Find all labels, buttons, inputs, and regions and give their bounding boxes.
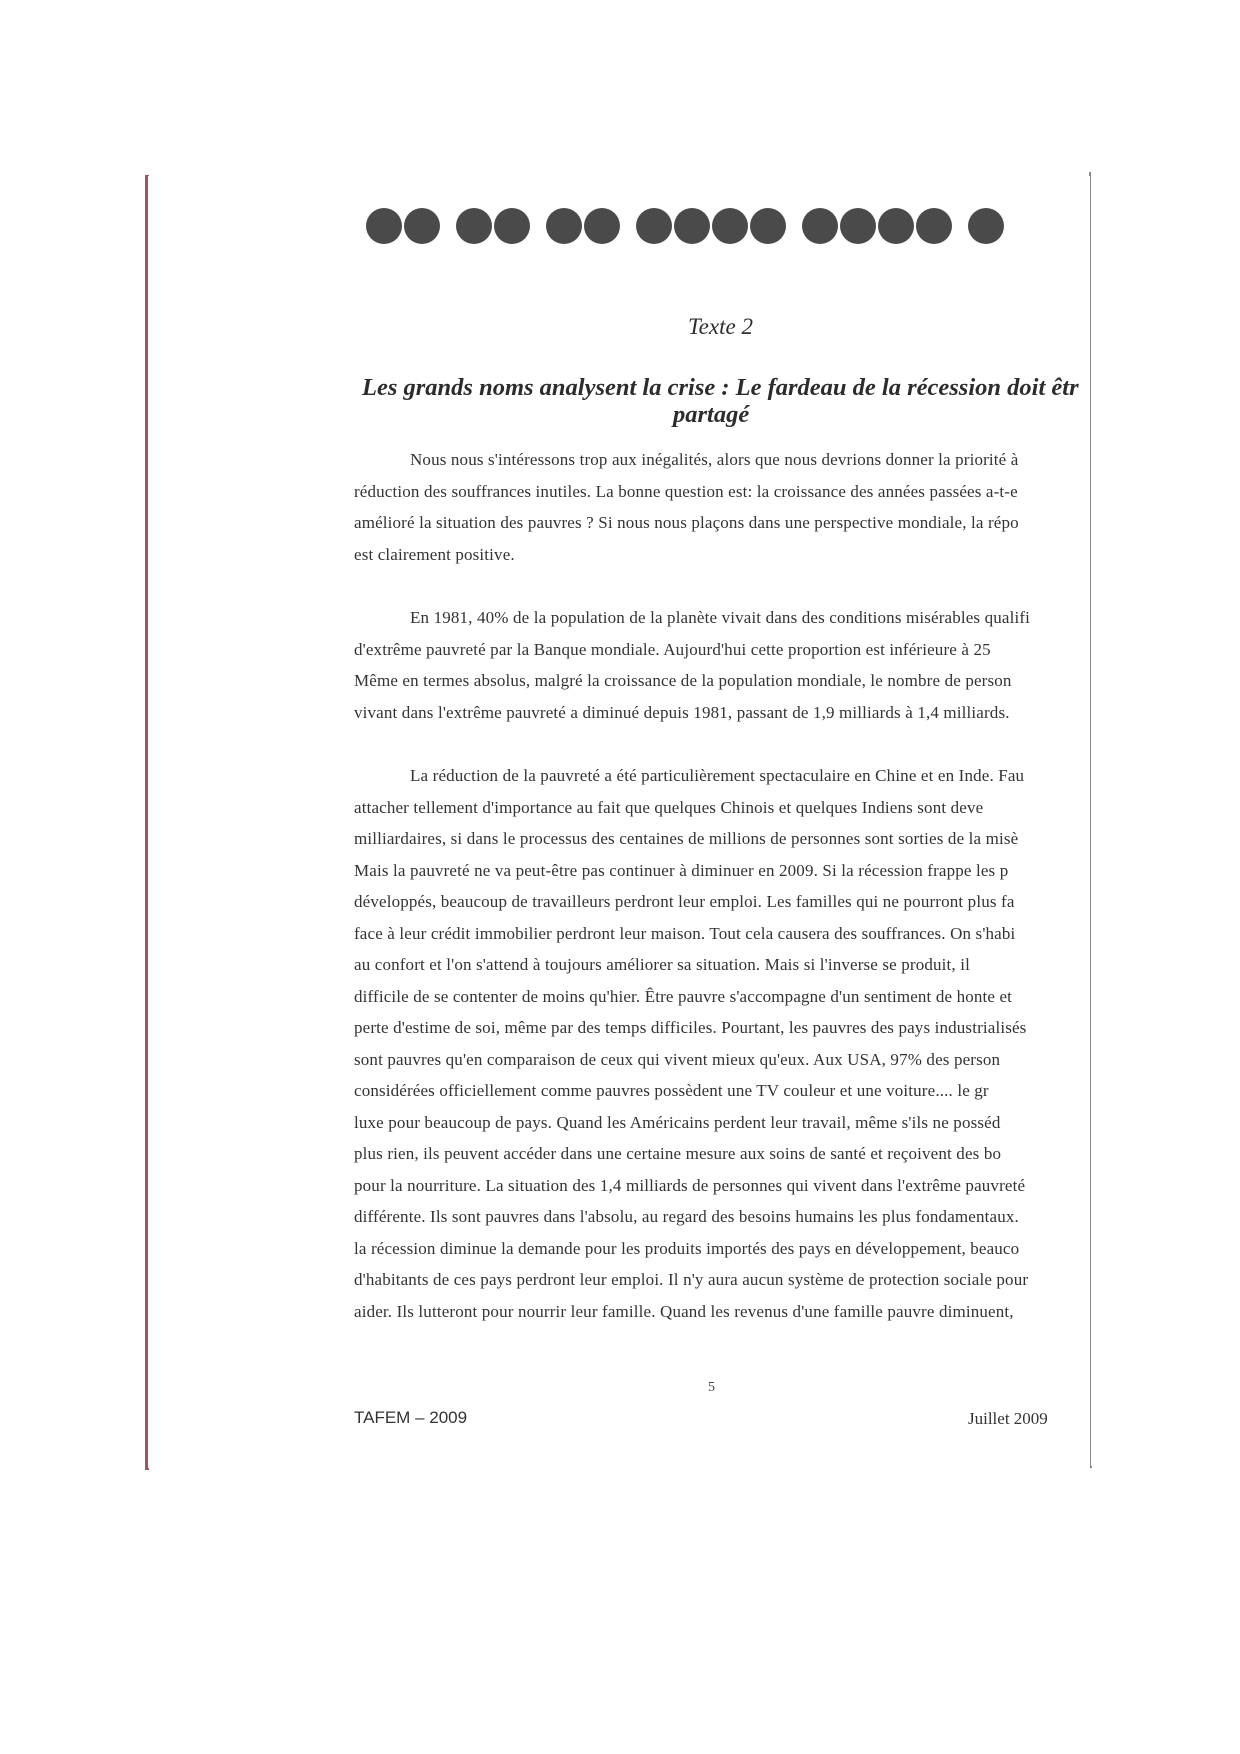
paragraph-line: est clairement positive. bbox=[354, 544, 515, 564]
paragraph-line: vivant dans l'extrême pauvreté a diminué depuis 1981, passant de 1,9 milliards à 1,4 milliards. bbox=[354, 702, 1010, 722]
paragraph-line: d'habitants de ces pays perdront leur emploi. Il n'y aura aucun système de protection sociale pour bbox=[354, 1270, 1029, 1289]
paragraph-line: différente. Ils sont pauvres dans l'absolu, au regard des besoins humains les plus fondamentaux. bbox=[354, 1207, 1019, 1226]
paragraph-line: considérées officiellement comme pauvres possèdent une TV couleur et une voiture.... le gr bbox=[354, 1081, 989, 1100]
dot-icon bbox=[674, 208, 710, 244]
headline-line-2: partagé bbox=[673, 401, 750, 428]
paragraph-line: amélioré la situation des pauvres ? Si nous nous plaçons dans une perspective mondiale, la répo bbox=[354, 513, 1019, 532]
paragraph-2 bbox=[354, 602, 1090, 728]
paragraph-3 bbox=[354, 760, 1090, 1327]
dot-icon bbox=[584, 208, 620, 244]
footer-page-number: 5 bbox=[708, 1380, 715, 1395]
footer-right: Juillet 2009 bbox=[968, 1409, 1048, 1428]
dot-icon bbox=[712, 208, 748, 244]
paragraph-line: La réduction de la pauvreté a été particulièrement spectaculaire en Chine et en Inde. Fau bbox=[410, 766, 1025, 785]
paragraph-line: Nous nous s'intéressons trop aux inégalités, alors que nous devrions donner la priorité à bbox=[410, 450, 1019, 469]
paragraph-line: sont pauvres qu'en comparaison de ceux qui vivent mieux qu'eux. Aux USA, 97% des person bbox=[354, 1049, 1001, 1069]
paragraph-line: Même en termes absolus, malgré la croissance de la population mondiale, le nombre de person bbox=[354, 671, 1012, 690]
dot-icon bbox=[494, 208, 530, 244]
paragraph-line: pour la nourriture. La situation des 1,4 milliards de personnes qui vivent dans l'extrême pauvreté bbox=[354, 1175, 1026, 1195]
dot-icon bbox=[546, 208, 582, 244]
paragraph-line: perte d'estime de soi, même par des temps difficiles. Pourtant, les pauvres des pays industrialisés bbox=[354, 1018, 1027, 1037]
paragraph-line: attacher tellement d'importance au fait que quelques Chinois et quelques Indiens sont deve bbox=[354, 797, 984, 817]
dot-icon bbox=[968, 208, 1004, 244]
paragraph-line: la récession diminue la demande pour les produits importés des pays en développement, beauco bbox=[354, 1238, 1020, 1258]
paragraph-line: milliardaires, si dans le processus des centaines de millions de personnes sont sorties de la misè bbox=[354, 829, 1019, 848]
paragraph-line: développés, beaucoup de travailleurs perdront leur emploi. Les familles qui ne pourront plus fa bbox=[354, 892, 1015, 911]
paragraph-line: face à leur crédit immobilier perdront leur maison. Tout cela causera des souffrances. On s'habi bbox=[354, 923, 1016, 943]
paragraph-line: Mais la pauvreté ne va peut-être pas continuer à diminuer en 2009. Si la récession frappe les p bbox=[354, 860, 1009, 880]
dot-icon bbox=[916, 208, 952, 244]
paragraph-line: En 1981, 40% de la population de la planète vivait dans des conditions misérables qualifi bbox=[410, 608, 1031, 627]
dot-icon bbox=[456, 208, 492, 244]
dot-icon bbox=[366, 208, 402, 244]
dot-icon bbox=[840, 208, 876, 244]
paragraph-line: plus rien, ils peuvent accéder dans une certaine mesure aux soins de santé et reçoivent des bo bbox=[354, 1144, 1002, 1163]
paragraph-line: d'extrême pauvreté par la Banque mondiale. Aujourd'hui cette proportion est inférieure à 25 bbox=[354, 639, 991, 659]
dot-icon bbox=[636, 208, 672, 244]
paragraph-1 bbox=[354, 444, 1090, 570]
paragraph-line: aider. Ils lutteront pour nourrir leur famille. Quand les revenus d'une famille pauvre diminuent, bbox=[354, 1301, 1014, 1321]
dots-decoration bbox=[366, 208, 1090, 248]
dot-icon bbox=[404, 208, 440, 244]
document-page bbox=[148, 176, 1090, 1468]
dot-icon bbox=[750, 208, 786, 244]
dot-icon bbox=[878, 208, 914, 244]
paragraph-line: réduction des souffrances inutiles. La bonne question est: la croissance des années passées a-t-e bbox=[354, 481, 1018, 501]
dot-icon bbox=[802, 208, 838, 244]
text-label: Texte 2 bbox=[688, 314, 753, 339]
paragraph-line: luxe pour beaucoup de pays. Quand les Américains perdent leur travail, même s'ils ne posséd bbox=[354, 1112, 1001, 1132]
headline-line-1: Les grands noms analysent la crise : Le fardeau de la récession doit êtr bbox=[362, 374, 1079, 401]
paragraph-line: difficile de se contenter de moins qu'hier. Être pauvre s'accompagne d'un sentiment de honte et bbox=[354, 986, 1013, 1006]
paragraph-line: au confort et l'on s'attend à toujours améliorer sa situation. Mais si l'inverse se produit, il bbox=[354, 955, 970, 974]
footer-left: TAFEM – 2009 bbox=[354, 1408, 468, 1427]
